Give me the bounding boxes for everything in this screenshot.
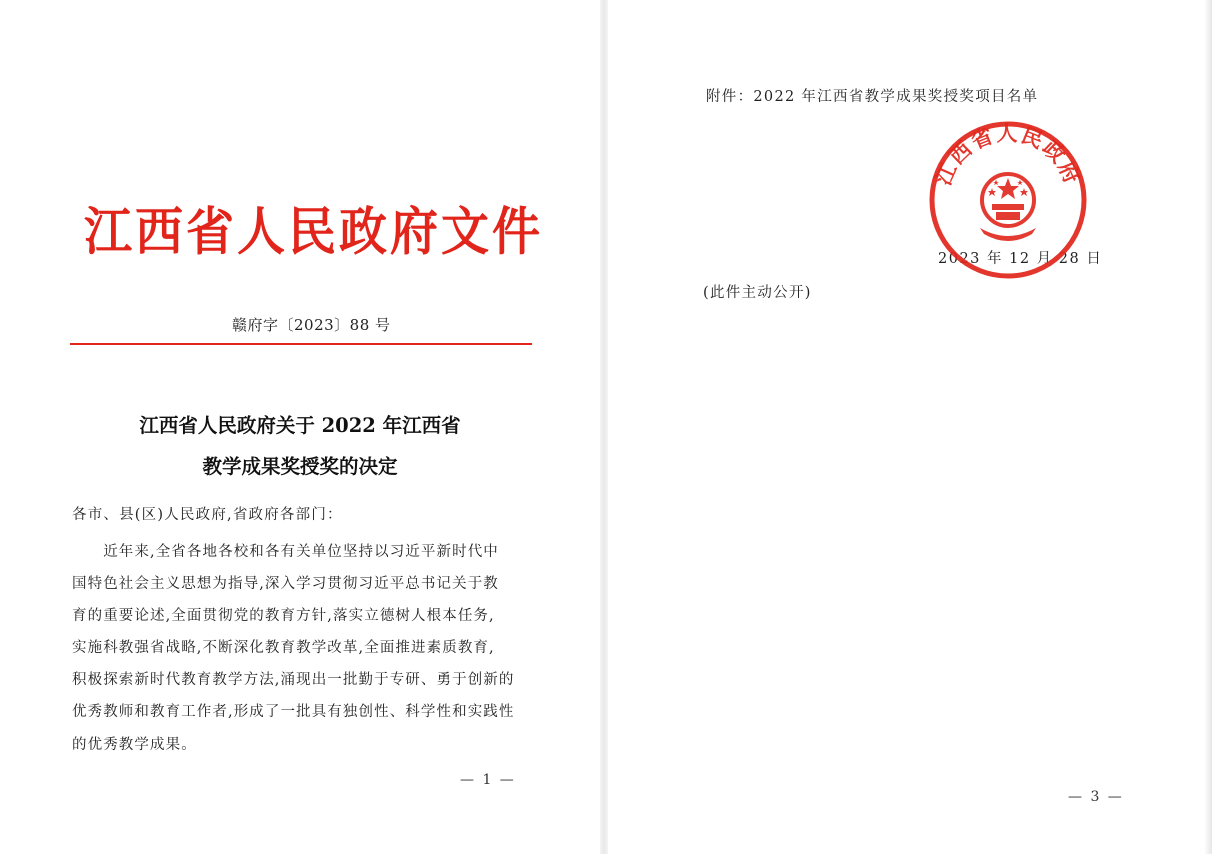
seal-text: 江西省人民政府 [931, 121, 1085, 189]
page-edge [1204, 0, 1212, 854]
page-number-left: — 1 — [460, 772, 516, 788]
public-notice: (此件主动公开) [703, 285, 812, 301]
addressee: 各市、县(区)人民政府,省政府各部门： [72, 507, 343, 523]
document-number: 赣府字〔2023〕88 号 [232, 316, 391, 334]
document-header: 江西省人民政府文件 [84, 201, 544, 263]
body-line: 优秀教师和教育工作者,形成了一批具有独创性、科学性和实践性 [72, 704, 515, 720]
body-line: 积极探索新时代教育教学方法,涌现出一批勤于专研、勇于创新的 [72, 672, 515, 688]
body-line: 的优秀教学成果。 [72, 737, 197, 753]
red-divider-line [70, 343, 532, 345]
body-line: 近年来,全省各地各校和各有关单位坚持以习近平新时代中 [72, 544, 499, 560]
body-line: 国特色社会主义思想为指导,深入学习贯彻习近平总书记关于教 [72, 576, 499, 592]
body-line: 育的重要论述,全面贯彻党的教育方针,落实立德树人根本任务, [72, 608, 495, 624]
official-seal-icon [928, 120, 1088, 280]
document-title-line-1: 江西省人民政府关于 2022 年江西省 [139, 414, 461, 437]
right-page [608, 0, 1212, 854]
body-line: 实施科教强省战略,不断深化教育教学改革,全面推进素质教育, [72, 640, 495, 656]
document-title-line-2: 教学成果奖授奖的决定 [202, 455, 398, 478]
page-number-right: — 3 — [1068, 789, 1124, 805]
seal-date: 2023 年 12 月 28 日 [938, 251, 1103, 267]
page-gutter [600, 0, 608, 854]
attachment-note: 附件：2022 年江西省教学成果奖授奖项目名单 [706, 89, 1039, 105]
